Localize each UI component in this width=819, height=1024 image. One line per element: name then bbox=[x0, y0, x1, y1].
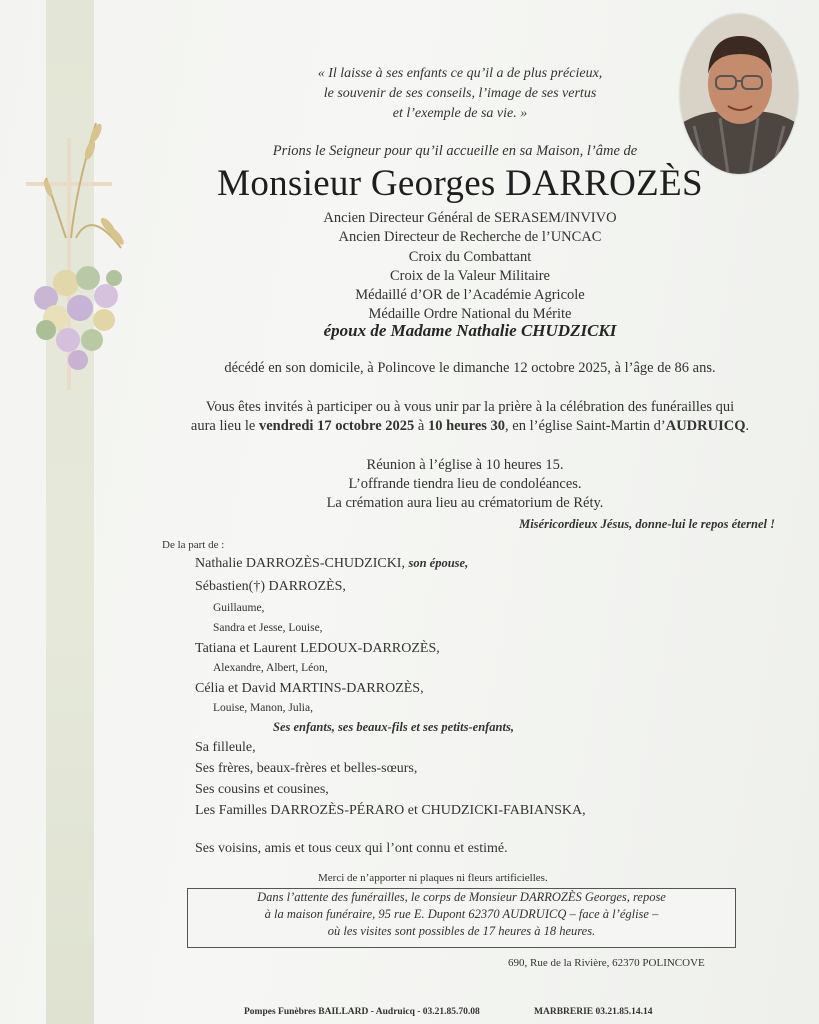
title-item: Médaille Ordre National du Mérite bbox=[368, 306, 572, 323]
family-address: 690, Rue de la Rivière, 62370 POLINCOVE bbox=[508, 957, 705, 969]
intro-prayer: Prions le Seigneur pour qu’il accueille en sa Maison, l’âme de bbox=[272, 143, 638, 159]
funeral-home-box bbox=[187, 888, 736, 948]
from-label: De la part de : bbox=[162, 539, 225, 551]
quote bbox=[250, 64, 670, 124]
funeral-home-line: où les visites sont possibles de 17 heures à 18 heures. bbox=[327, 924, 596, 938]
closing-prayer: Miséricordieux Jésus, donne-lui le repos éternel ! bbox=[519, 517, 775, 531]
quote-line: le souvenir de ses conseils, l’image de ses vertus bbox=[323, 86, 597, 101]
family-line: Guillaume, bbox=[213, 602, 265, 614]
spouse-name: Nathalie DARROZÈS-CHUDZICKI, bbox=[195, 556, 409, 571]
family-line: Ses enfants, ses beaux-fils et ses petits-enfants, bbox=[273, 720, 514, 734]
death-notice: décédé en son domicile, à Polincove le dimanche 12 octobre 2025, à l’âge de 86 ans. bbox=[224, 360, 716, 376]
title-item: Médaillé d’OR de l’Académie Agricole bbox=[355, 287, 585, 304]
family-line: Les Familles DARROZÈS-PÉRARO et CHUDZICKI-FABIANSKA, bbox=[195, 803, 586, 818]
invitation-line bbox=[120, 417, 819, 436]
family-line: Tatiana et Laurent LEDOUX-DARROZÈS, bbox=[195, 641, 440, 656]
reunion-line: L’offrande tiendra lieu de condoléances. bbox=[348, 476, 582, 492]
titles-list bbox=[230, 209, 710, 325]
title-item: Croix du Combattant bbox=[408, 248, 532, 265]
family-line: Sandra et Jesse, Louise, bbox=[213, 622, 323, 634]
family-line bbox=[195, 556, 468, 572]
quote-line: « Il laisse à ses enfants ce qu’il a de plus précieux, bbox=[317, 66, 603, 81]
spouse-role: son épouse, bbox=[408, 556, 469, 570]
quote-line: et l’exemple de sa vie. » bbox=[392, 106, 528, 121]
title-item: Ancien Directeur Général de SERASEM/INVIVO bbox=[323, 210, 617, 226]
funeral-time: 10 heures 30 bbox=[427, 418, 506, 434]
deceased-name: Monsieur Georges DARROZÈS bbox=[217, 163, 703, 204]
family-line: Sébastien(†) DARROZÈS, bbox=[195, 579, 346, 594]
wheat-flower-bouquet-icon bbox=[16, 118, 136, 378]
invitation-text: , en l’église Saint-Martin d’ bbox=[505, 418, 666, 434]
funeral-town: AUDRUICQ bbox=[665, 418, 746, 434]
title-item: Ancien Directeur de Recherche de l’UNCAC bbox=[338, 229, 602, 246]
funeral-invitation bbox=[120, 398, 819, 436]
reunion-line: La crémation aura lieu au crématorium de Réty. bbox=[326, 495, 604, 511]
marbrerie-contact: MARBRERIE 03.21.85.14.14 bbox=[534, 1007, 653, 1017]
title-item: Croix de la Valeur Militaire bbox=[390, 267, 550, 284]
reunion-info bbox=[200, 456, 730, 513]
reunion-line: Réunion à l’église à 10 heures 15. bbox=[366, 457, 564, 473]
family-line: Sa filleule, bbox=[195, 740, 256, 755]
invitation-line: Vous êtes invités à participer ou à vous unir par la prière à la célébration des funérailles qui bbox=[205, 399, 735, 415]
funeral-date: vendredi 17 octobre 2025 bbox=[258, 418, 415, 434]
invitation-text: à bbox=[414, 418, 428, 434]
family-line: Ses voisins, amis et tous ceux qui l’ont connu et estimé. bbox=[195, 841, 508, 856]
funeral-director-contact: Pompes Funèbres BAILLARD - Audruicq - 03.21.85.70.08 bbox=[244, 1007, 480, 1017]
funeral-home-line: à la maison funéraire, 95 rue E. Dupont 62370 AUDRUICQ – face à l’église – bbox=[264, 907, 659, 921]
invitation-text: . bbox=[745, 418, 750, 434]
funeral-home-line: Dans l’attente des funérailles, le corps de Monsieur DARROZÈS Georges, repose bbox=[257, 890, 666, 904]
spouse-line: époux de Madame Nathalie CHUDZICKI bbox=[323, 321, 617, 340]
family-line: Célia et David MARTINS-DARROZÈS, bbox=[195, 681, 424, 696]
no-flowers-note: Merci de n’apporter ni plaques ni fleurs artificielles. bbox=[318, 872, 548, 884]
family-line: Ses frères, beaux-frères et belles-sœurs, bbox=[195, 761, 418, 776]
family-line: Ses cousins et cousines, bbox=[195, 782, 329, 797]
invitation-text: aura lieu le bbox=[190, 418, 259, 434]
family-line: Alexandre, Albert, Léon, bbox=[213, 662, 328, 674]
family-line: Louise, Manon, Julia, bbox=[213, 702, 313, 714]
